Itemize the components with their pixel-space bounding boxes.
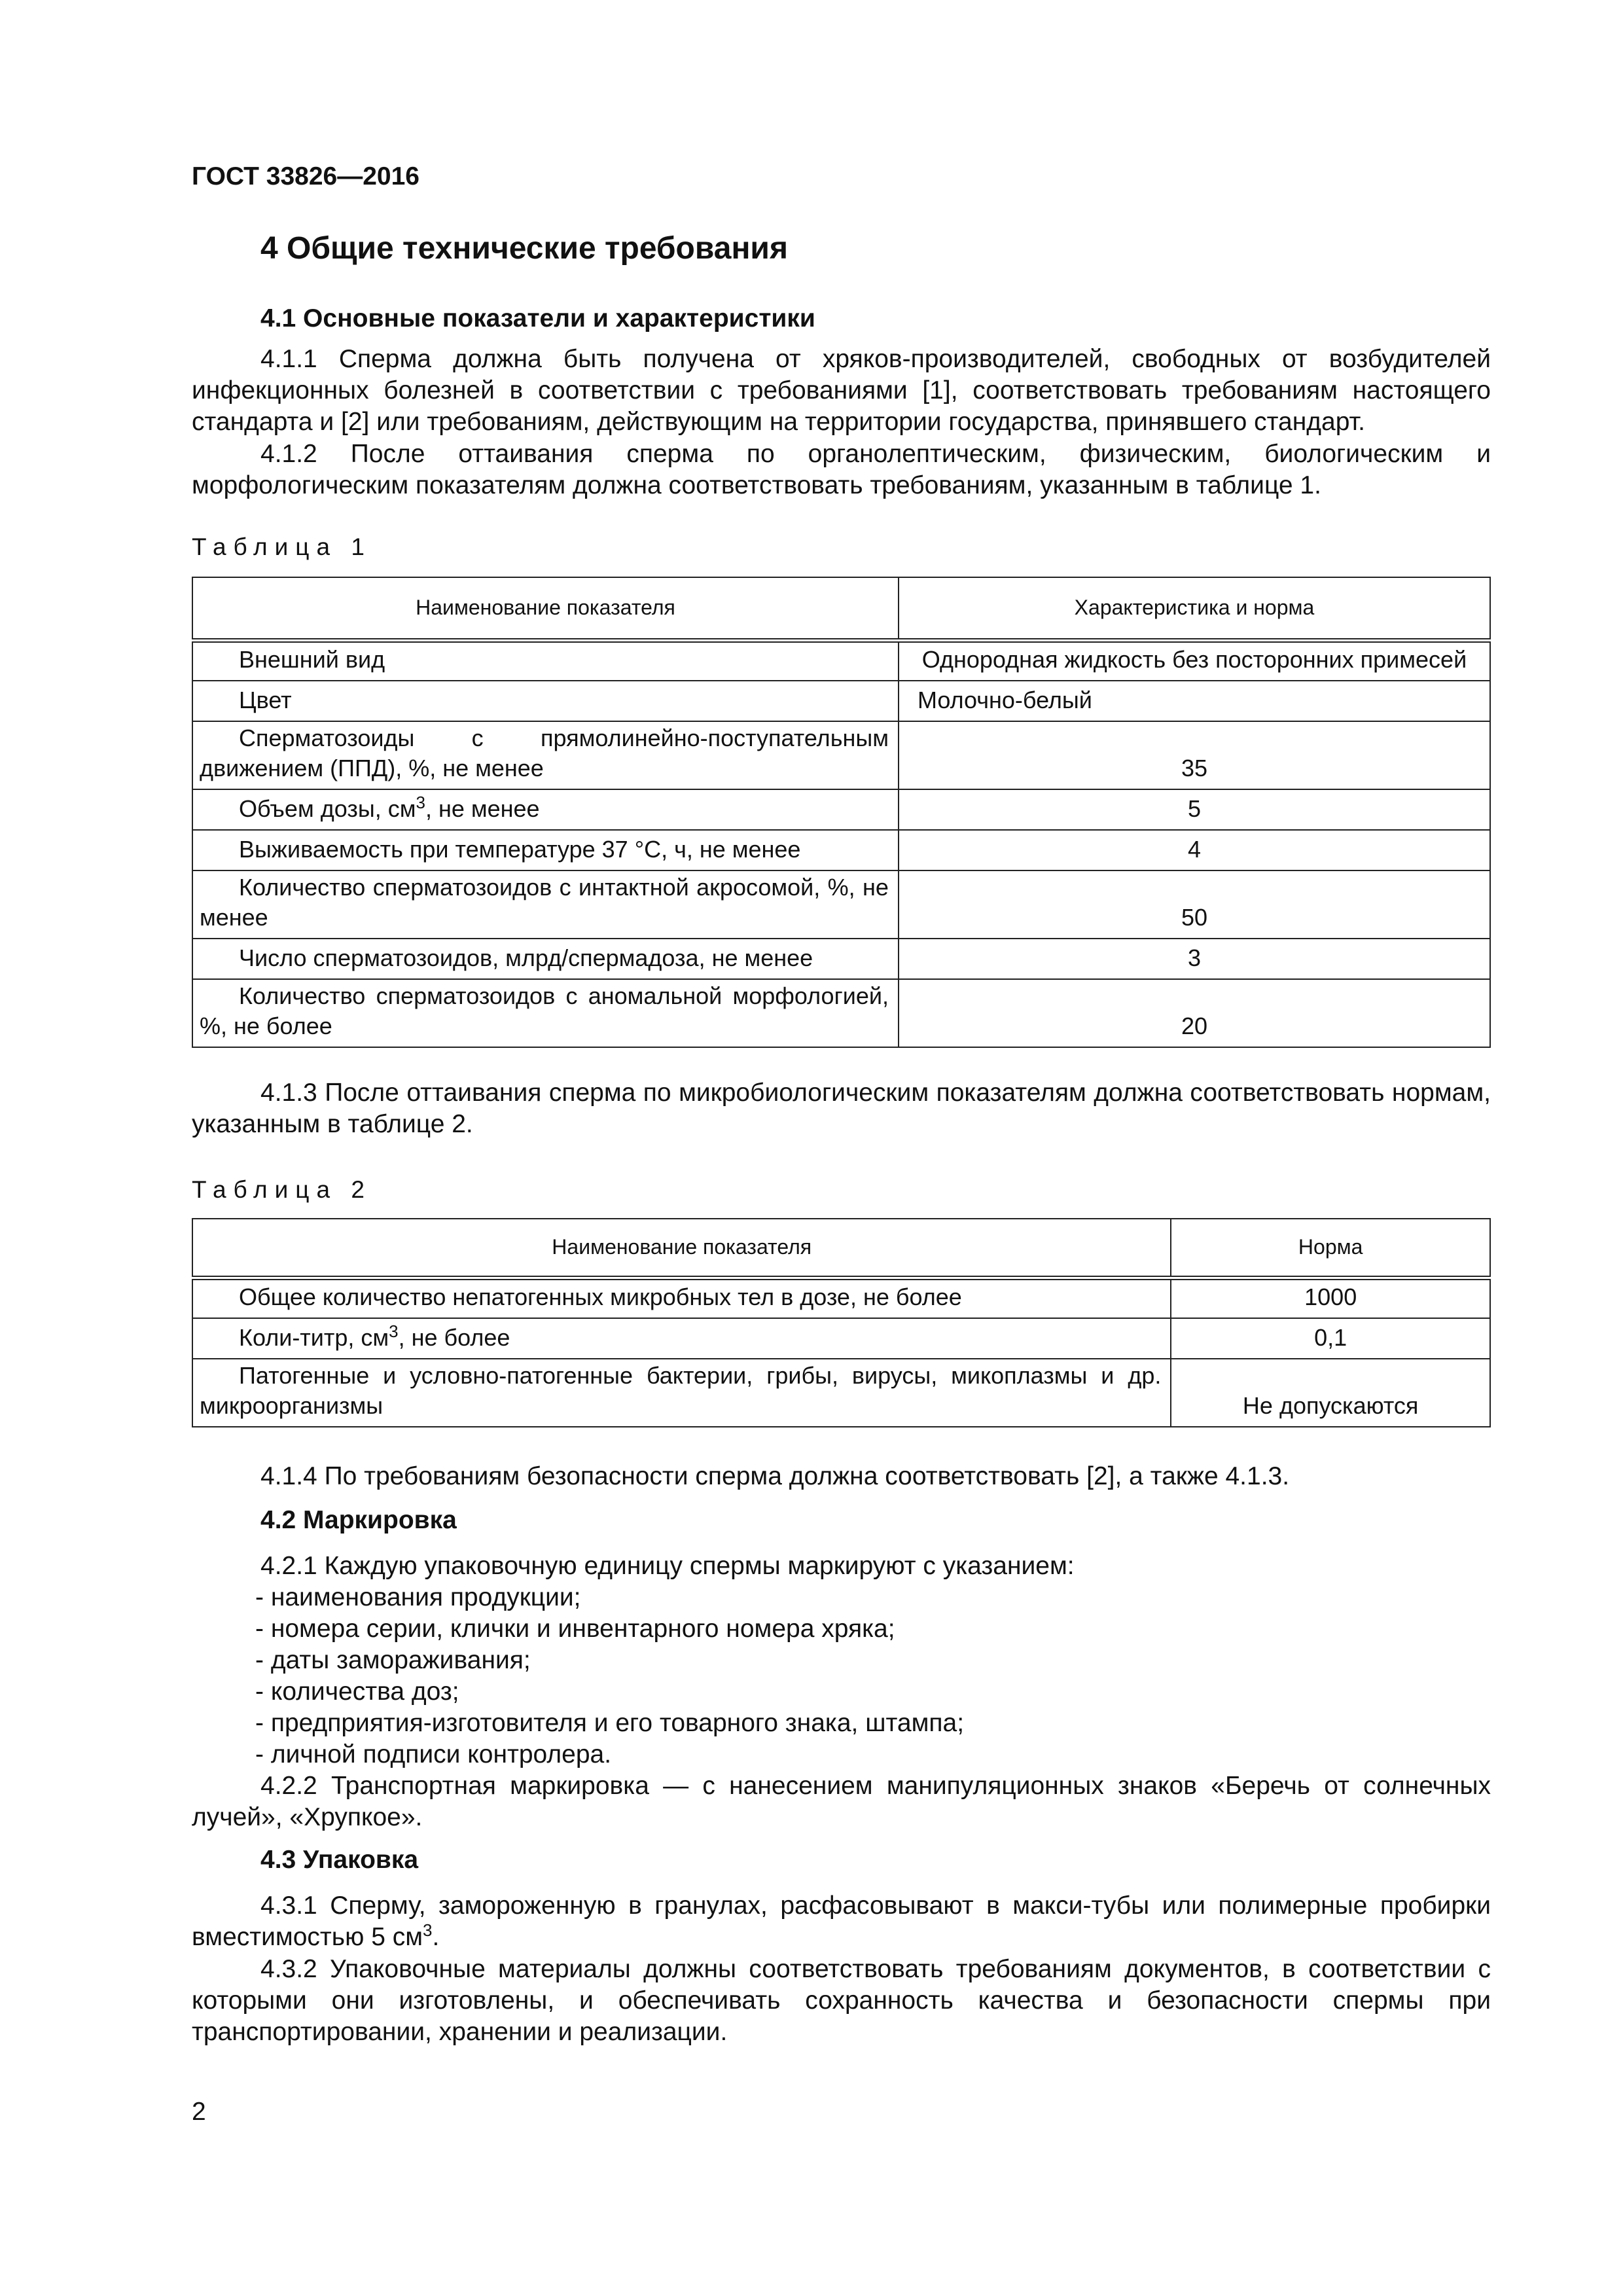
section-4-1-title: 4.1 Основные показатели и характеристики xyxy=(260,304,815,332)
table-cell-value: Молочно-белый xyxy=(899,681,1490,721)
table-cell-value: 5 xyxy=(899,789,1490,830)
cell-text: Число сперматозоидов, млрд/спермадоза, не менее xyxy=(239,944,813,971)
list-item: - предприятия-изготовителя и его товарного знака, штампа; xyxy=(255,1709,965,1737)
table-row xyxy=(192,939,1490,979)
superscript: 3 xyxy=(389,1321,399,1341)
section-4-2-title: 4.2 Маркировка xyxy=(260,1506,457,1534)
table-2-col-name-header: Наименование показателя xyxy=(192,1219,1171,1278)
table-2-caption: Таблица 2 xyxy=(192,1176,372,1203)
table-1-col-value-header: Характеристика и норма xyxy=(899,577,1490,640)
cell-text xyxy=(200,794,889,824)
table-row xyxy=(192,1318,1490,1359)
table-row xyxy=(192,681,1490,721)
cell-text xyxy=(200,1323,1161,1353)
list-item: - личной подписи контролера. xyxy=(255,1740,612,1768)
paragraph-4-3-2-text: 4.3.2 Упаковочные материалы должны соответствовать требованиям документов, в соответствии с которыми они изготовлены, и обеспечивать сохранность качества и безопасности спермы при транспортировании, хранении и реализации. xyxy=(192,1955,1491,2046)
table-cell-name xyxy=(192,789,899,830)
table-row xyxy=(192,1359,1490,1427)
cell-text-part: Коли-титр, см xyxy=(239,1324,389,1351)
table-row xyxy=(192,721,1490,789)
paragraph-4-1-2-text: 4.1.2 После оттаивания сперма по органолептическим, физическим, биологическим и морфологическим показателям должна соответствовать требованиям, указанным в таблице 1. xyxy=(192,440,1491,499)
section-4-title: 4 Общие технические требования xyxy=(260,231,788,266)
table-cell-value: 20 xyxy=(899,979,1490,1047)
table-cell-value: 0,1 xyxy=(1171,1318,1490,1359)
table-cell-name xyxy=(192,1278,1171,1318)
list-item: - номера серии, клички и инвентарного номера хряка; xyxy=(255,1615,895,1643)
paragraph-4-1-4 xyxy=(192,1461,1491,1492)
table-1-caption: Таблица 1 xyxy=(192,533,372,560)
table-row xyxy=(192,1278,1490,1318)
cell-text-part: , не более xyxy=(398,1324,510,1351)
table-cell-value: 3 xyxy=(899,939,1490,979)
cell-text: Патогенные и условно-патогенные бактерии, грибы, вирусы, микоплазмы и др. микроорганизмы xyxy=(200,1362,1162,1419)
paragraph-4-2-1-text: 4.2.1 Каждую упаковочную единицу спермы маркируют с указанием: xyxy=(260,1552,1075,1580)
cell-text-part: , не менее xyxy=(425,795,540,822)
table-cell-value: Однородная жидкость без посторонних примесей xyxy=(899,640,1490,681)
page-number: 2 xyxy=(192,2098,206,2126)
paragraph-4-1-1 xyxy=(192,344,1491,438)
section-4-3-title: 4.3 Упаковка xyxy=(260,1846,419,1874)
paragraph-4-1-2 xyxy=(192,439,1491,501)
superscript: 3 xyxy=(416,793,425,812)
paragraph-4-3-2 xyxy=(192,1954,1491,2048)
paragraph-4-1-1-text: 4.1.1 Сперма должна быть получена от хряков-производителей, свободных от возбудителей инфекционных болезней в соответствии с требованиями [1], соответствовать требованиям настоящего стандарта и [2] или требованиям, действующим на территории государства, принявшего стандарт. xyxy=(192,345,1491,436)
table-1 xyxy=(192,577,1491,1048)
paragraph-4-2-1 xyxy=(192,1551,1491,1582)
table-cell-name xyxy=(192,1318,1171,1359)
cell-text: Цвет xyxy=(239,687,292,713)
table-cell-value: 50 xyxy=(899,870,1490,939)
paragraph-4-3-1 xyxy=(192,1890,1491,1953)
table-cell-value: Не допускаются xyxy=(1171,1359,1490,1427)
table-cell-name xyxy=(192,979,899,1047)
table-cell-name xyxy=(192,681,899,721)
table-header-row xyxy=(192,577,1490,640)
paragraph-text-part: . xyxy=(432,1923,440,1951)
marking-list xyxy=(255,1582,1491,1770)
table-row xyxy=(192,830,1490,870)
document-header: ГОСТ 33826—2016 xyxy=(192,162,419,190)
list-item: - даты замораживания; xyxy=(255,1646,531,1674)
table-cell-name xyxy=(192,721,899,789)
paragraph-4-3-1-text xyxy=(192,1890,1491,1953)
cell-text: Количество сперматозоидов с интактной акросомой, %, не менее xyxy=(200,874,889,931)
paragraph-4-1-4-text: 4.1.4 По требованиям безопасности сперма должна соответствовать [2], а также 4.1.3. xyxy=(260,1462,1290,1490)
list-item: - количества доз; xyxy=(255,1677,459,1706)
table-cell-name xyxy=(192,1359,1171,1427)
table-cell-name xyxy=(192,870,899,939)
table-row xyxy=(192,789,1490,830)
superscript: 3 xyxy=(423,1920,433,1940)
table-1-col-name-header: Наименование показателя xyxy=(192,577,899,640)
cell-text: Внешний вид xyxy=(239,646,385,673)
paragraph-4-2-2-text: 4.2.2 Транспортная маркировка — с нанесением манипуляционных знаков «Беречь от солнечных лучей», «Хрупкое». xyxy=(192,1772,1491,1831)
cell-text: Сперматозоиды с прямолинейно-поступательным движением (ППД), %, не менее xyxy=(200,725,889,781)
cell-text: Выживаемость при температуре 37 °С, ч, не менее xyxy=(239,836,801,863)
paragraph-4-2-2 xyxy=(192,1770,1491,1833)
table-cell-value: 4 xyxy=(899,830,1490,870)
table-cell-name xyxy=(192,939,899,979)
paragraph-text-part: 4.3.1 Сперму, замороженную в гранулах, расфасовывают в макси-тубы или полимерные пробирки вместимостью 5 см xyxy=(192,1892,1491,1951)
cell-text: Общее количество непатогенных микробных тел в дозе, не более xyxy=(239,1283,962,1310)
table-cell-value: 35 xyxy=(899,721,1490,789)
paragraph-4-1-3-text: 4.1.3 После оттаивания сперма по микробиологическим показателям должна соответствовать нормам, указанным в таблице 2. xyxy=(192,1079,1491,1138)
cell-text: Количество сперматозоидов с аномальной морфологией, %, не более xyxy=(200,982,889,1039)
table-row xyxy=(192,979,1490,1047)
table-cell-name xyxy=(192,640,899,681)
table-cell-value: 1000 xyxy=(1171,1278,1490,1318)
table-row xyxy=(192,870,1490,939)
paragraph-4-1-3 xyxy=(192,1077,1491,1140)
table-row xyxy=(192,640,1490,681)
table-cell-name xyxy=(192,830,899,870)
table-2 xyxy=(192,1218,1491,1427)
table-2-col-value-header: Норма xyxy=(1171,1219,1490,1278)
cell-text-part: Объем дозы, см xyxy=(239,795,416,822)
table-header-row xyxy=(192,1219,1490,1278)
list-item: - наименования продукции; xyxy=(255,1583,581,1611)
